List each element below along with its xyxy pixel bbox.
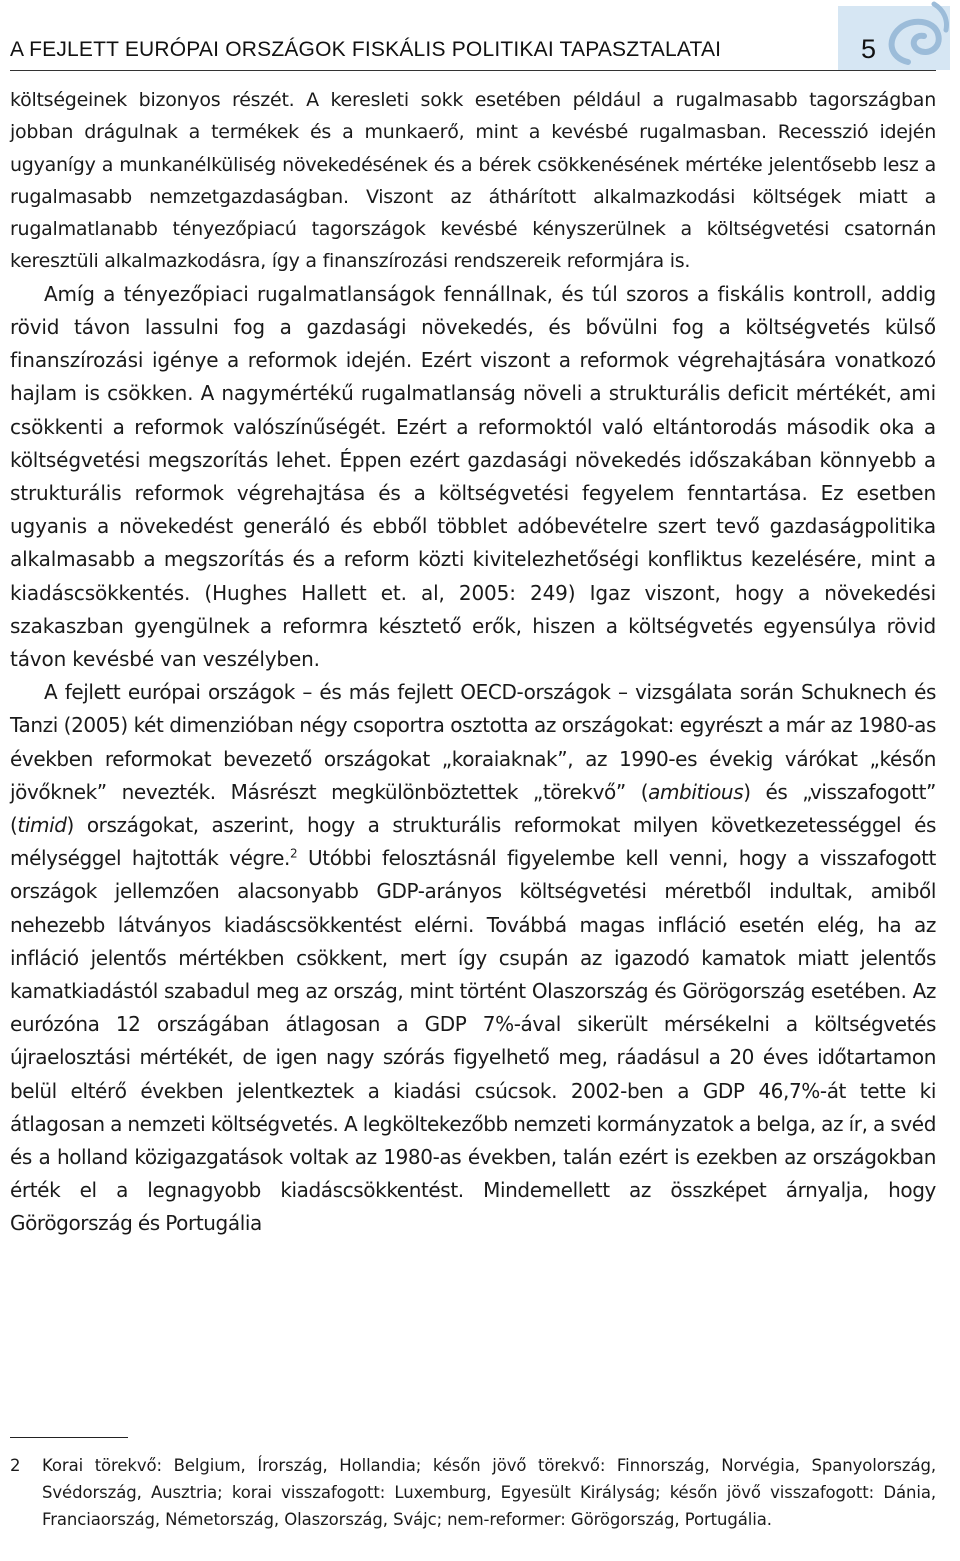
page-number: 5 [860,34,876,64]
paragraph-3 [10,676,936,1240]
paragraph-3-text: ) országokat, aszerint, hogy a strukturális reformokat milyen következetességgel és mélységgel hajtották végre. [10,813,936,871]
running-title: A FEJLETT EURÓPAI ORSZÁGOK FISKÁLIS POLITIKAI TAPASZTALATAI [10,38,722,61]
italic-term-ambitious: ambitious [648,779,744,804]
footnote [10,1452,936,1533]
paragraph-1: költségeinek bizonyos részét. A keresleti sokk esetében például a rugalmasabb tagországban jobban drágulnak a termékek és a munkaerő, mint a kevésbé rugalmasban. Recesszió idején ugyanígy a munkanélküliség növekedésének és a bérek csökkenésének mértéke jelentősebb lesz a rugalmasabb nemzetgazdaságban. Viszont az áthárított alkalmazkodási költségek miatt a rugalmatlanabb tényezőpiacú tagországok kevésbé kényszerülnek a költségvetési csatornán keresztüli alkalmazkodásra, így a finanszírozási rendszereik reformjára is. [10,89,936,273]
footnote-divider [10,1437,128,1438]
footnote-number: 2 [10,1456,21,1475]
footnote-reference[interactable]: 2 [290,846,298,861]
footnote-text: Korai törekvő: Belgium, Írország, Hollandia; későn jövő törekvő: Finnország, Norvégia, Spanyolország, Svédország, Ausztria; korai visszafogott: Luxemburg, Egyesült Királyság; későn jövő visszafogott: Dánia, Franciaország, Németország, Olaszország, Svájc; nem-reformer: Görögország, Portugália. [42,1456,936,1529]
paragraph-3-text: Utóbbi felosztásnál figyelembe kell venni, hogy a visszafogott országok jellemzően alacsonyabb GDP-arányos költségvetési méretből indultak, amiből nehezebb látványos kiadáscsökkentést elérni. Továbbá magas infláció esetén elég, ha az infláció jelentős mértékben csökkent, mert így csupán az igazodó kamatok miatt jelentős kamatkiadástól szabadul meg az ország, mint történt Olaszország és Görögország esetében. Az eurózóna 12 országában átlagosan a GDP 7%-ával sikerült mérsékelni a költségvetés újraelosztási mértékét, de igen nagy szórás figyelhető meg, ráadásul a 20 éves időtartamon belül eltérő években jelentkeztek a kiadási csúcsok. 2002-ben a GDP 46,7%-át tette ki átlagosan a nemzeti költségvetés. A legköltekezőbb nemzeti kormányzatok a belga, az ír, a svéd és a holland közigazgatások voltak az 1980-as években, talán ezért is ezekben az országokban érték el a legnagyobb kiadáscsökkentést. Mindemellett az összképet árnyalja, hogy Görögország és Portugália [10,846,936,1236]
paragraph-2: Amíg a tényezőpiaci rugalmatlanságok fennállnak, és túl szoros a fiskális kontroll, addig rövid távon lassulni fog a gazdasági növekedés, és bővülni fog a költségvetés külső finanszírozási igénye a reformok idején. Ezért viszont a reformok végrehajtására vonatkozó hajlam is csökken. A nagymértékű rugalmatlanság növeli a strukturális deficit mértékét, ami csökkenti a reformok valószínűségét. Ezért a reformoktól való eltántorodás második oka a költségvetési megszorítás lehet. Éppen ezért gazdasági növekedés időszakában könnyebb a strukturális reformok végrehajtása és a költségvetési fegyelem fenntartása. Ez esetben ugyanis a növekedést generáló és ebből többlet adóbevételre szert tevő gazdaságpolitika alkalmasabb a megszorítás és a reform közti kivitelezhetőségi konfliktus kezelésére, mint a kiadáscsökkentés. (Hughes Hallett et. al, 2005: 249) Igaz viszont, hogy a növekedési szakaszban gyengülnek a reformra késztető erők, hiszen a költségvetés egyensúlya rövid távon kevésbé van veszélyben. [10,281,936,672]
running-header [10,34,936,71]
paragraph-3-text: A fejlett európai országok – és más fejlett OECD-országok – vizsgálata során Schuknech és Tanzi (2005) két dimenzióban négy csoportra osztotta az országokat: egyrészt a már az 1980-as években reformokat bevezető országokat „koraiaknak”, az 1990-es évekig várókat „későn jövőknek” nevezték. Másrészt megkülönböztettek „törekvő” ( [10,680,936,804]
body-text [10,84,936,1241]
italic-term-timid: timid [17,813,67,838]
paragraph-3-text: ) és „visszafogott” ( [10,779,936,838]
